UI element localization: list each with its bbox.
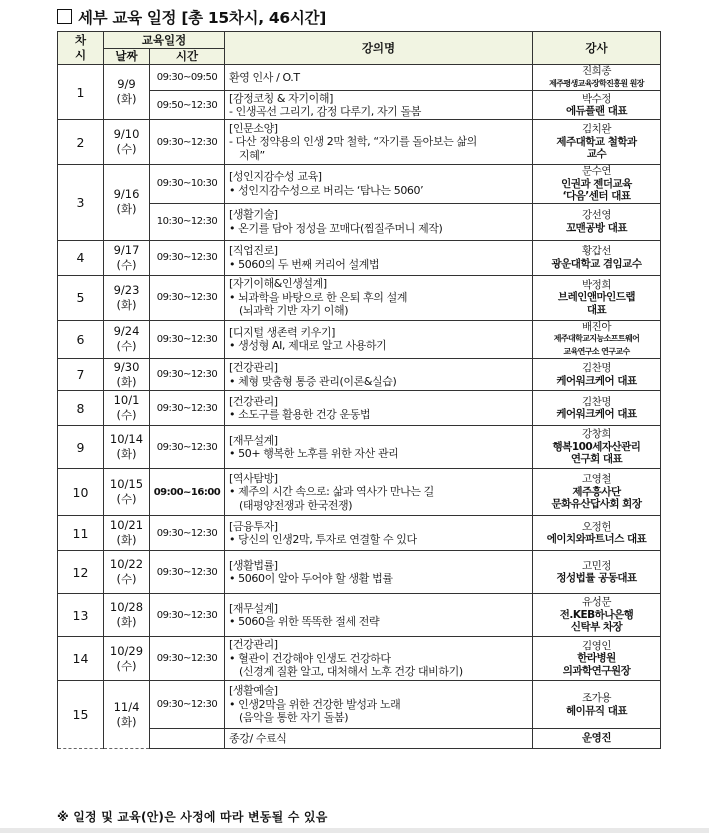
session-date — [104, 320, 150, 359]
instructor-affiliation: 에듀플랜 대표 — [565, 105, 627, 117]
session-number: 8 — [58, 391, 104, 426]
instructor-affiliation: 제주평생교육장학진흥원 원장 — [549, 78, 644, 88]
session-number: 4 — [58, 240, 104, 275]
course-cell — [225, 516, 533, 551]
course-cell — [225, 359, 533, 391]
header-idx-line2: 시 — [74, 48, 87, 62]
session-number: 6 — [58, 320, 104, 359]
instructor-name: 진희종 — [582, 65, 611, 77]
session-date — [104, 240, 150, 275]
instructor-cell — [533, 359, 661, 391]
course-line: [생활기술] — [229, 208, 278, 221]
course-cell — [225, 551, 533, 594]
session-time: 09:30~12:30 — [150, 551, 225, 594]
session-number: 15 — [58, 681, 104, 749]
course-line: [재무설계] — [229, 433, 278, 447]
title-text: 세부 교육 일정 — [78, 9, 177, 27]
instructor-affiliation: 광운대학교 겸임교수 — [551, 257, 642, 270]
session-date — [104, 516, 150, 551]
session-date — [104, 391, 150, 426]
instructor-affiliation: 헤이뮤직 대표 — [565, 704, 627, 717]
course-cell — [225, 469, 533, 516]
session-time: 10:30~12:30 — [150, 203, 225, 240]
instructor-cell — [533, 729, 661, 749]
header-schedule: 교육일정 — [104, 32, 225, 49]
session-time: 09:00~16:00 — [150, 469, 225, 516]
instructor-cell — [533, 91, 661, 120]
session-date — [104, 594, 150, 637]
instructor-cell — [533, 65, 661, 91]
course-line: (음악을 통한 자기 돌봄) — [239, 711, 349, 725]
instructor-cell — [533, 681, 661, 729]
checkbox-icon — [57, 9, 72, 24]
table-row — [58, 359, 661, 391]
date-text: 10/22 — [109, 557, 144, 571]
instructor-name: 김영인 — [582, 639, 611, 652]
session-date — [104, 65, 150, 120]
instructor-name: 강선영 — [582, 209, 611, 221]
instructor-name: 문수연 — [582, 165, 611, 177]
instructor-name: 조가용 — [582, 692, 611, 704]
session-date — [104, 165, 150, 241]
instructor-affiliation: 대표 — [586, 303, 607, 316]
instructor-cell — [533, 469, 661, 516]
session-time: 09:30~12:30 — [150, 391, 225, 426]
instructor-affiliation: ‘다음’센터 대표 — [562, 190, 631, 202]
header-instructor: 강사 — [533, 32, 661, 65]
instructor-cell — [533, 637, 661, 681]
session-date — [104, 426, 150, 469]
instructor-affiliation: 인권과 젠더교육 — [561, 177, 632, 190]
session-date — [104, 275, 150, 320]
course-cell — [225, 275, 533, 320]
schedule-table — [57, 31, 661, 749]
instructor-cell — [533, 426, 661, 469]
table-row — [58, 469, 661, 516]
session-number: 12 — [58, 551, 104, 594]
session-number: 3 — [58, 165, 104, 241]
day-text: (화) — [116, 202, 137, 217]
instructor-name: 김치완 — [582, 123, 611, 136]
course-line: 지혜” — [239, 148, 265, 162]
instructor-name: 박정희 — [582, 278, 611, 291]
course-line: 환영 인사 / O.T — [229, 70, 300, 84]
instructor-affiliation: 한라병원 — [577, 652, 616, 665]
session-number: 9 — [58, 426, 104, 469]
date-text: 9/23 — [113, 282, 140, 297]
course-line: [건강관리] — [229, 394, 278, 408]
instructor-affiliation: 연구회 대표 — [570, 453, 623, 466]
table-row — [58, 240, 661, 275]
course-line: • 혈관이 건강해야 인생도 건강하다 — [229, 651, 391, 665]
instructor-affiliation: 브레인앤마인드랩 — [557, 291, 636, 304]
course-line: [생활예술] — [229, 684, 278, 698]
day-text: (수) — [116, 572, 137, 586]
header-course: 강의명 — [225, 32, 533, 65]
course-line: [생활법률] — [229, 558, 278, 572]
instructor-affiliation: 제주흥사단 — [572, 485, 621, 498]
day-text: (화) — [116, 615, 137, 629]
day-text: (화) — [116, 714, 137, 729]
day-text: (수) — [116, 257, 137, 272]
table-row — [58, 551, 661, 594]
instructor-affiliation: 전.KEB하나은행 — [559, 608, 634, 621]
instructor-affiliation: 교수 — [586, 148, 607, 161]
instructor-cell — [533, 240, 661, 275]
session-time: 09:30~12:30 — [150, 359, 225, 391]
session-number: 7 — [58, 359, 104, 391]
title-suffix: [총 15차시, 46시간] — [181, 9, 326, 27]
session-time: 09:30~12:30 — [150, 637, 225, 681]
session-time — [150, 729, 225, 749]
session-number: 11 — [58, 516, 104, 551]
instructor-cell — [533, 516, 661, 551]
instructor-affiliation: 에이치와파트너스 대표 — [546, 533, 647, 545]
course-line: - 인생곡선 그리기, 감정 다루기, 자기 돌봄 — [229, 105, 421, 118]
page-title — [57, 6, 326, 28]
date-text: 9/30 — [113, 359, 140, 374]
table-row — [58, 516, 661, 551]
session-number: 2 — [58, 120, 104, 165]
instructor-name: 고영철 — [582, 473, 611, 486]
course-line: • 온기를 담아 정성을 꼬매다(찜질주머니 제작) — [229, 221, 443, 235]
course-line: • 생성형 AI, 제대로 알고 사용하기 — [229, 339, 387, 353]
table-row — [58, 637, 661, 681]
date-text: 10/21 — [109, 518, 144, 532]
date-text: 10/14 — [109, 432, 144, 446]
course-line: - 다산 정약용의 인생 2막 철학, “자기를 돌아보는 삶의 — [229, 135, 477, 149]
course-line: • 성인지감수성으로 버리는 ‘탐나는 5060’ — [229, 183, 424, 197]
table-row — [58, 681, 661, 729]
instructor-affiliation: 신탁부 차장 — [570, 621, 623, 634]
date-text: 10/28 — [109, 600, 144, 614]
course-line: • 5060의 두 번째 커리어 설계법 — [229, 257, 380, 271]
date-text: 9/10 — [113, 127, 140, 141]
course-line: [직업진로] — [229, 244, 278, 257]
course-line: • 제주의 시간 속으로: 삶과 역사가 만나는 길 — [229, 485, 434, 499]
instructor-cell — [533, 551, 661, 594]
course-cell — [225, 637, 533, 681]
session-time: 09:30~12:30 — [150, 275, 225, 320]
course-line: (태평양전쟁과 한국전쟁) — [239, 498, 353, 512]
instructor-cell — [533, 391, 661, 426]
instructor-affiliation: 의과학연구원장 — [562, 664, 631, 677]
course-cell — [225, 120, 533, 165]
instructor-name: 오정헌 — [582, 520, 611, 533]
date-text: 10/29 — [109, 643, 144, 658]
session-date — [104, 637, 150, 681]
table-row — [58, 320, 661, 359]
instructor-affiliation: 교육연구소 연구교수 — [563, 346, 630, 356]
header-date: 날짜 — [104, 49, 150, 65]
course-line: [성인지감수성 교육] — [229, 170, 322, 184]
instructor-affiliation: 문화유산답사회 회장 — [551, 498, 642, 511]
day-text: (수) — [116, 339, 137, 354]
course-cell — [225, 165, 533, 204]
session-number: 13 — [58, 594, 104, 637]
course-line: • 당신의 인생2막, 투자로 연결할 수 있다 — [229, 533, 417, 546]
date-text: 9/24 — [113, 324, 140, 339]
instructor-cell — [533, 203, 661, 240]
day-text: (화) — [116, 297, 137, 312]
day-text: (수) — [116, 408, 137, 422]
day-text: (화) — [116, 92, 137, 106]
instructor-name: 고민정 — [582, 559, 611, 572]
session-number: 1 — [58, 65, 104, 120]
course-line: 종강/ 수료식 — [229, 731, 287, 745]
date-text: 11/4 — [113, 699, 140, 714]
course-line: (신경계 질환 알고, 대처해서 노후 건강 대비하기) — [239, 665, 463, 679]
instructor-affiliation: 운영진 — [582, 732, 611, 745]
course-line: [역사탐방] — [229, 471, 278, 485]
session-date — [104, 120, 150, 165]
session-date — [104, 359, 150, 391]
date-text: 9/17 — [113, 242, 140, 257]
course-cell — [225, 594, 533, 637]
session-number: 10 — [58, 469, 104, 516]
instructor-name: 김찬명 — [582, 395, 611, 408]
course-cell — [225, 729, 533, 749]
session-time: 09:30~12:30 — [150, 120, 225, 165]
course-line: [건강관리] — [229, 638, 278, 652]
instructor-affiliation: 제주대학교지능소프트웨어 — [553, 334, 640, 343]
instructor-affiliation: 정성법률 공동대표 — [556, 572, 637, 584]
header-time: 시간 — [150, 49, 225, 65]
instructor-cell — [533, 275, 661, 320]
course-line: [인문소양] — [229, 121, 278, 135]
header-idx — [58, 32, 104, 65]
course-line: [디지털 생존력 키우기] — [229, 325, 336, 339]
table-row — [58, 165, 661, 204]
session-time: 09:30~12:30 — [150, 426, 225, 469]
date-text: 10/1 — [113, 393, 140, 407]
table-row — [58, 65, 661, 91]
session-date — [104, 469, 150, 516]
table-row — [58, 594, 661, 637]
instructor-name: 황갑선 — [582, 245, 611, 257]
footer-bar — [0, 828, 709, 833]
course-cell — [225, 65, 533, 91]
table-row — [58, 426, 661, 469]
instructor-name: 강창희 — [582, 428, 611, 441]
day-text: (화) — [116, 447, 137, 461]
session-time: 09:30~12:30 — [150, 681, 225, 729]
date-text: 9/9 — [117, 77, 136, 91]
session-date — [104, 681, 150, 749]
course-line: • 체형 맞춤형 통증 관리(이론&실습) — [229, 374, 397, 388]
course-line: [자기이해&인생설계] — [229, 277, 327, 291]
day-text: (화) — [116, 533, 137, 547]
course-line: • 소도구를 활용한 건강 운동법 — [229, 408, 371, 421]
session-date — [104, 551, 150, 594]
instructor-name: 박수정 — [582, 92, 611, 105]
course-cell — [225, 320, 533, 359]
course-line: [감정코칭 & 자기이해] — [229, 91, 333, 105]
course-cell — [225, 391, 533, 426]
instructor-cell — [533, 120, 661, 165]
course-cell — [225, 681, 533, 729]
session-time: 09:30~12:30 — [150, 320, 225, 359]
session-time: 09:50~12:30 — [150, 91, 225, 120]
date-text: 10/15 — [109, 477, 144, 491]
session-number: 5 — [58, 275, 104, 320]
instructor-affiliation: 제주대학교 철학과 — [556, 135, 637, 148]
day-text: (수) — [116, 658, 137, 673]
table-row — [58, 275, 661, 320]
session-time: 09:30~12:30 — [150, 594, 225, 637]
course-cell — [225, 203, 533, 240]
instructor-cell — [533, 320, 661, 359]
header-idx-line1: 차 — [74, 33, 87, 47]
course-line: • 뇌과학을 바탕으로 한 은퇴 후의 설계 — [229, 290, 408, 304]
session-time: 09:30~10:30 — [150, 165, 225, 204]
course-line: • 5060이 알아 두어야 할 생활 법률 — [229, 572, 393, 585]
instructor-name: 유성문 — [582, 596, 611, 609]
instructor-cell — [533, 594, 661, 637]
table-row — [58, 391, 661, 426]
day-text: (화) — [116, 374, 137, 389]
course-line: (뇌과학 기반 자기 이해) — [239, 304, 349, 318]
instructor-cell — [533, 165, 661, 204]
course-cell — [225, 91, 533, 120]
session-time: 09:30~12:30 — [150, 240, 225, 275]
course-line: • 인생2막을 위한 건강한 발성과 노래 — [229, 697, 401, 711]
instructor-name: 김찬명 — [582, 362, 611, 374]
session-time: 09:30~12:30 — [150, 516, 225, 551]
course-line: [건강관리] — [229, 361, 278, 374]
date-text: 9/16 — [113, 187, 140, 202]
day-text: (수) — [116, 492, 137, 506]
footnote: ※ 일정 및 교육(안)은 사정에 따라 변동될 수 있음 — [57, 810, 328, 824]
instructor-affiliation: 케어워크케어 대표 — [556, 408, 637, 420]
instructor-affiliation: 케어워크케어 대표 — [556, 374, 637, 387]
session-number: 14 — [58, 637, 104, 681]
course-line: [재무설계] — [229, 601, 278, 615]
course-line: • 50+ 행복한 노후를 위한 자산 관리 — [229, 447, 399, 460]
course-cell — [225, 240, 533, 275]
course-line: • 5060을 위한 똑똑한 절세 전략 — [229, 615, 380, 628]
course-cell — [225, 426, 533, 469]
instructor-affiliation: 꼬맨공방 대표 — [565, 221, 627, 234]
session-time: 09:30~09:50 — [150, 65, 225, 91]
instructor-name: 배진아 — [582, 320, 611, 333]
course-line: [금융투자] — [229, 519, 278, 533]
instructor-affiliation: 행복100세자산관리 — [552, 440, 641, 453]
table-row — [58, 120, 661, 165]
day-text: (수) — [116, 142, 137, 156]
